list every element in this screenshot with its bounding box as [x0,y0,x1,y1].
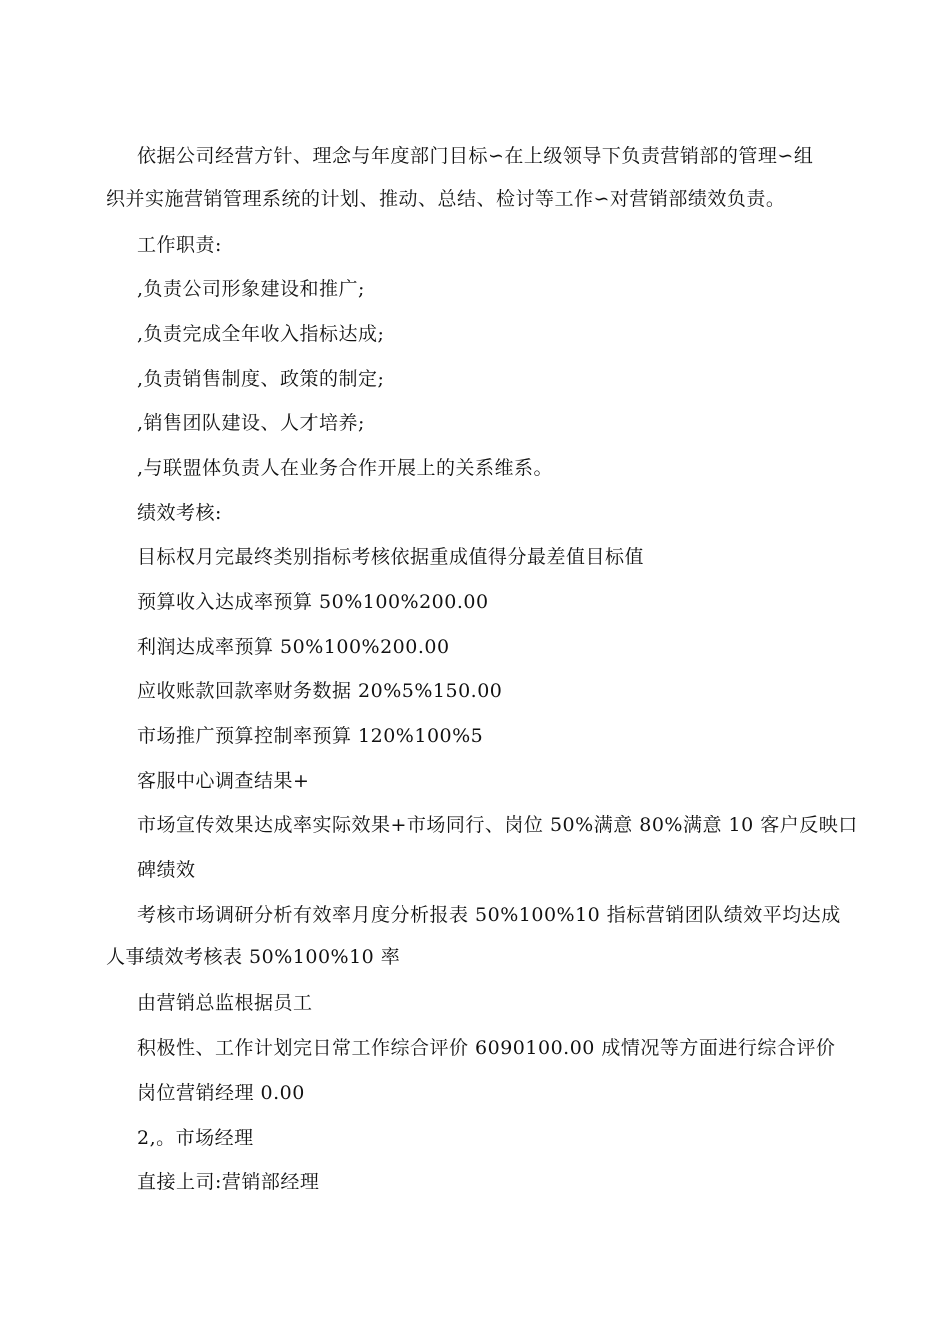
kpi-row-11: 积极性、工作计划完日常工作综合评价 6090100.00 成情况等方面进行综合评价 [137,1037,836,1059]
intro-paragraph-line-2: 织并实施营销管理系统的计划、推动、总结、检讨等工作∽对营销部绩效负责。 [106,188,786,210]
kpi-row-12: 岗位营销经理 0.00 [137,1082,305,1104]
kpi-row-1: 预算收入达成率预算 50%100%200.00 [137,591,489,613]
kpi-row-7: 碑绩效 [137,859,196,881]
duty-item-2: ,负责完成全年收入指标达成; [137,323,385,345]
kpi-row-10: 由营销总监根据员工 [137,992,313,1014]
kpi-row-4: 市场推广预算控制率预算 120%100%5 [137,725,484,747]
supervisor-line: 直接上司:营销部经理 [137,1171,320,1193]
duty-item-1: ,负责公司形象建设和推广; [137,278,365,300]
intro-paragraph-line-1: 依据公司经营方针、理念与年度部门目标∽在上级领导下负责营销部的管理∽组 [137,145,814,167]
kpi-heading: 绩效考核: [137,502,222,524]
kpi-row-9: 人事绩效考核表 50%100%10 率 [106,946,401,968]
duty-item-5: ,与联盟体负责人在业务合作开展上的关系维系。 [137,457,554,479]
section-2-heading: 2,。市场经理 [137,1127,254,1149]
duties-heading: 工作职责: [137,234,222,256]
duty-item-4: ,销售团队建设、人才培养; [137,412,365,434]
kpi-row-8: 考核市场调研分析有效率月度分析报表 50%100%10 指标营销团队绩效平均达成 [137,904,841,926]
kpi-header-row: 目标权月完最终类别指标考核依据重成值得分最差值目标值 [137,546,645,568]
kpi-row-3: 应收账款回款率财务数据 20%5%150.00 [137,680,503,702]
kpi-row-2: 利润达成率预算 50%100%200.00 [137,636,450,658]
duty-item-3: ,负责销售制度、政策的制定; [137,368,385,390]
kpi-row-6: 市场宣传效果达成率实际效果+市场同行、岗位 50%满意 80%满意 10 客户反映口 [137,814,858,836]
kpi-row-5: 客服中心调查结果+ [137,770,310,792]
